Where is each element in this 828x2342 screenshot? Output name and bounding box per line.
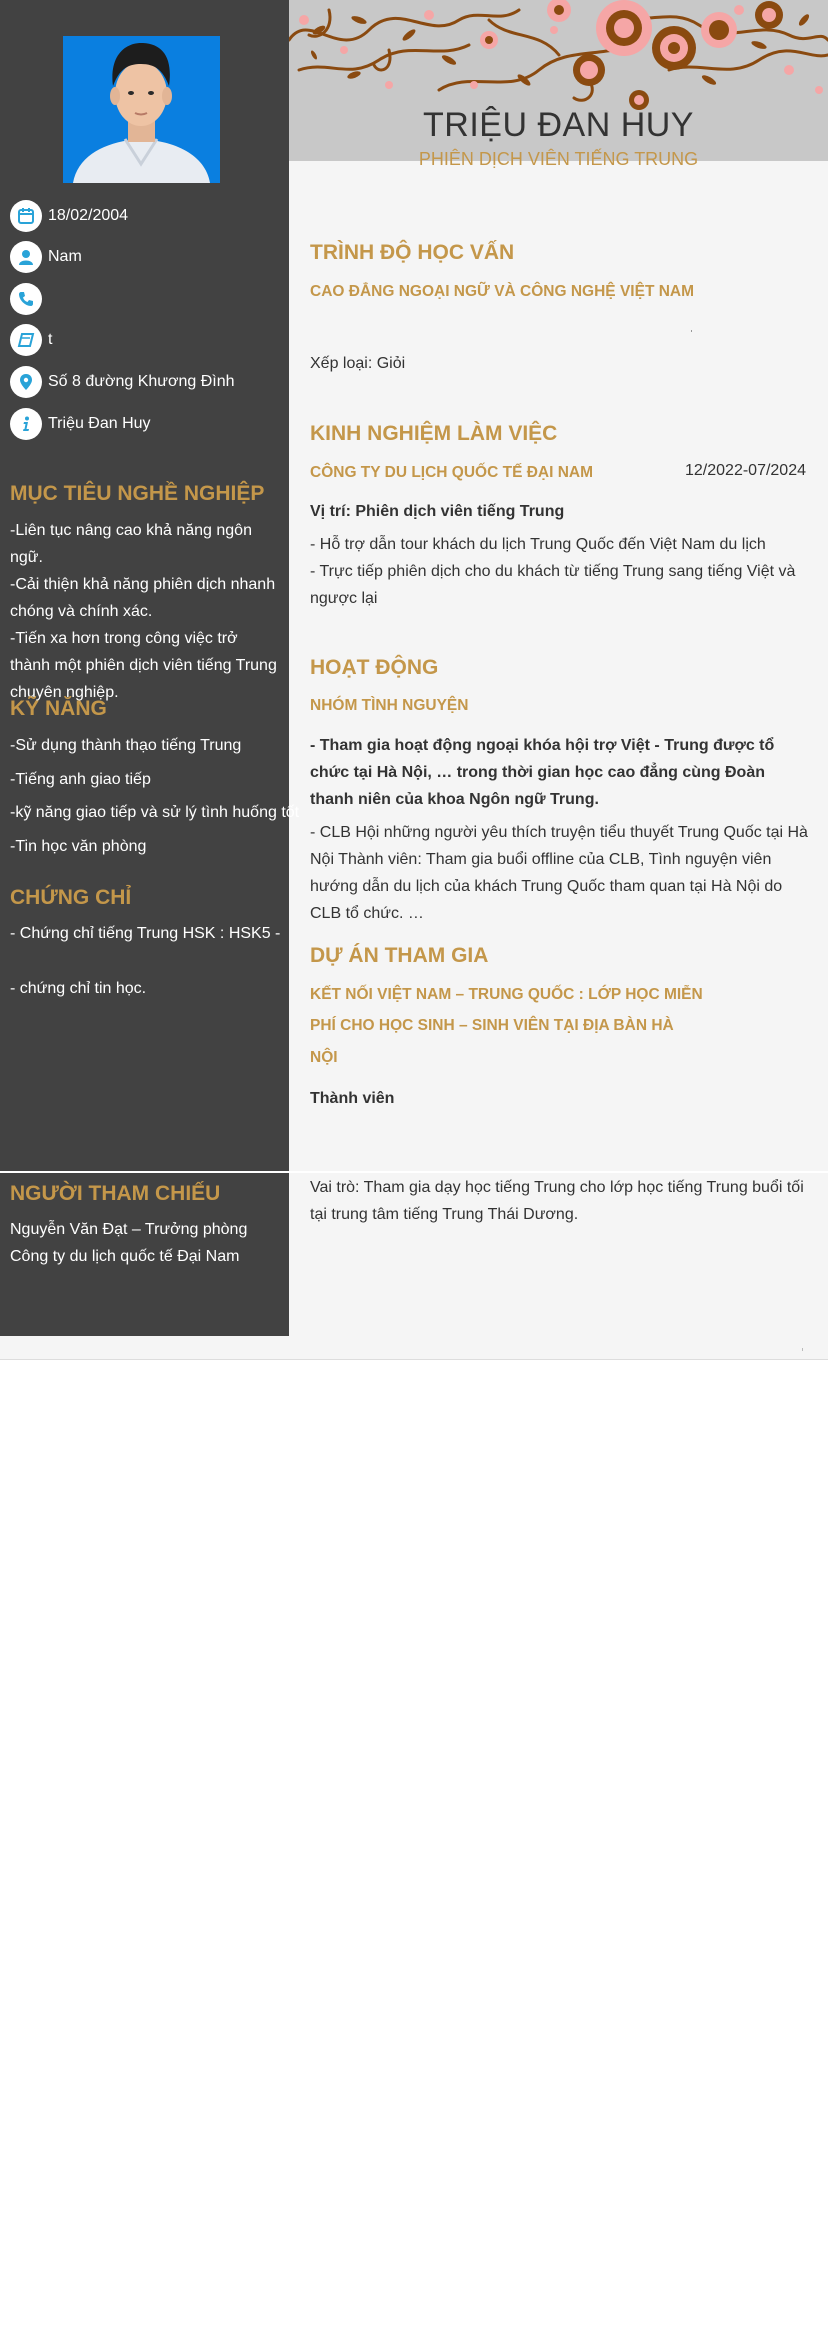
page-mark: [802, 1348, 803, 1351]
activities-highlight: - Tham gia hoạt động ngoại khóa hội trợ Việt - Trung được tổ chức tại Hà Nội, … trong thời gian học cao đẳng cùng Đoàn thanh niên của khoa Ngôn ngữ Trung.: [310, 737, 775, 808]
skill-item: -kỹ năng giao tiếp và sử lý tình huống tốt: [10, 804, 300, 821]
experience-duties: - Hỗ trợ dẫn tour khách du lịch Trung Quốc đến Việt Nam du lịch - Trực tiếp phiên dịch cho du khách từ tiếng Trung sang tiếng Việt và ngược lại: [310, 536, 796, 607]
phone-icon: [10, 283, 42, 315]
skill-item: -Sử dụng thành thạo tiếng Trung: [10, 737, 242, 754]
contact-email: [10, 324, 52, 356]
activities-group: NHÓM TÌNH NGUYỆN: [310, 697, 469, 714]
certificates-heading: CHỨNG CHỈ: [10, 886, 132, 909]
activities-detail: - CLB Hội những người yêu thích truyện tiểu thuyết Trung Quốc tại Hà Nội Thành viên: Tham gia buổi offline của CLB, Tình nguyện viên hướng dẫn du lịch của khách Trung Quốc tham quan tại Hà Nội do CLB tổ chức. …: [310, 824, 808, 922]
person-icon: [10, 241, 42, 273]
skill-item: -Tiếng anh giao tiếp: [10, 771, 151, 788]
location-icon: [10, 366, 42, 398]
projects-heading: DỰ ÁN THAM GIA: [310, 944, 489, 967]
profile-photo: [63, 36, 220, 183]
objective-text: -Liên tục nâng cao khả năng ngôn ngữ. -Cải thiện khả năng phiên dịch nhanh chóng và chính xác. -Tiến xa hơn trong công việc trở thành một phiên dịch viên tiếng Trung chuyên nghiệp.: [10, 522, 277, 701]
education-grade: Xếp loại: Giỏi: [310, 355, 406, 372]
experience-heading: KINH NGHIỆM LÀM VIỆC: [310, 422, 558, 445]
contact-gender: [10, 241, 82, 273]
contact-profile: [10, 408, 151, 440]
education-heading: TRÌNH ĐỘ HỌC VẤN: [310, 241, 515, 264]
contact-phone: [10, 283, 48, 315]
birthdate-text: 18/02/2004: [48, 207, 129, 224]
skill-item: -Tin học văn phòng: [10, 838, 147, 855]
certificate-item: - Chứng chỉ tiếng Trung HSK : HSK5 -: [10, 925, 281, 942]
email-text: t: [48, 331, 53, 348]
project-title-line: KẾT NỐI VIỆT NAM – TRUNG QUỐC : LỚP HỌC MIỄN: [310, 986, 703, 1003]
contact-address: [10, 366, 235, 398]
email-icon: [10, 324, 42, 356]
gender-text: Nam: [48, 248, 82, 265]
references-heading: NGƯỜI THAM CHIẾU: [10, 1182, 221, 1205]
address-text: Số 8 đường Khương Đình: [48, 373, 235, 390]
project-title-line: PHÍ CHO HỌC SINH – SINH VIÊN TẠI ĐỊA BÀN HÀ: [310, 1017, 674, 1034]
certificate-item: - chứng chỉ tin học.: [10, 980, 147, 997]
experience-company: CÔNG TY DU LỊCH QUỐC TẾ ĐẠI NAM: [310, 464, 594, 481]
candidate-name: TRIỆU ĐAN HUY: [423, 106, 694, 144]
skills-heading: KỸ NĂNG: [10, 697, 107, 720]
info-icon: [10, 408, 42, 440]
contact-birthdate: [10, 200, 128, 232]
page-end-line: [0, 1359, 828, 1360]
experience-period: 12/2022-07/2024: [685, 462, 806, 479]
education-school: CAO ĐẲNG NGOẠI NGỮ VÀ CÔNG NGHỆ VIỆT NAM: [310, 283, 695, 300]
objective-heading: MỤC TIÊU NGHỀ NGHIỆP: [10, 482, 265, 505]
page-footer-strip: [0, 1336, 289, 1360]
activities-heading: HOẠT ĐỘNG: [310, 656, 439, 679]
profile-text: Triệu Đan Huy: [48, 415, 151, 432]
candidate-position: PHIÊN DỊCH VIÊN TIẾNG TRUNG: [418, 149, 699, 169]
project-description: Vai trò: Tham gia dạy học tiếng Trung cho lớp học tiếng Trung buổi tối tại trung tâm tiếng Trung Thái Dương.: [310, 1179, 804, 1223]
reference-line: Nguyễn Văn Đạt – Trưởng phòng: [10, 1221, 248, 1238]
calendar-icon: [10, 200, 42, 232]
experience-title: Vị trí: Phiên dịch viên tiếng Trung: [310, 503, 565, 520]
project-title-line: NỘI: [310, 1049, 338, 1066]
divider-mark: [691, 330, 692, 332]
project-role: Thành viên: [310, 1090, 395, 1107]
reference-line: Công ty du lịch quốc tế Đại Nam: [10, 1248, 240, 1265]
